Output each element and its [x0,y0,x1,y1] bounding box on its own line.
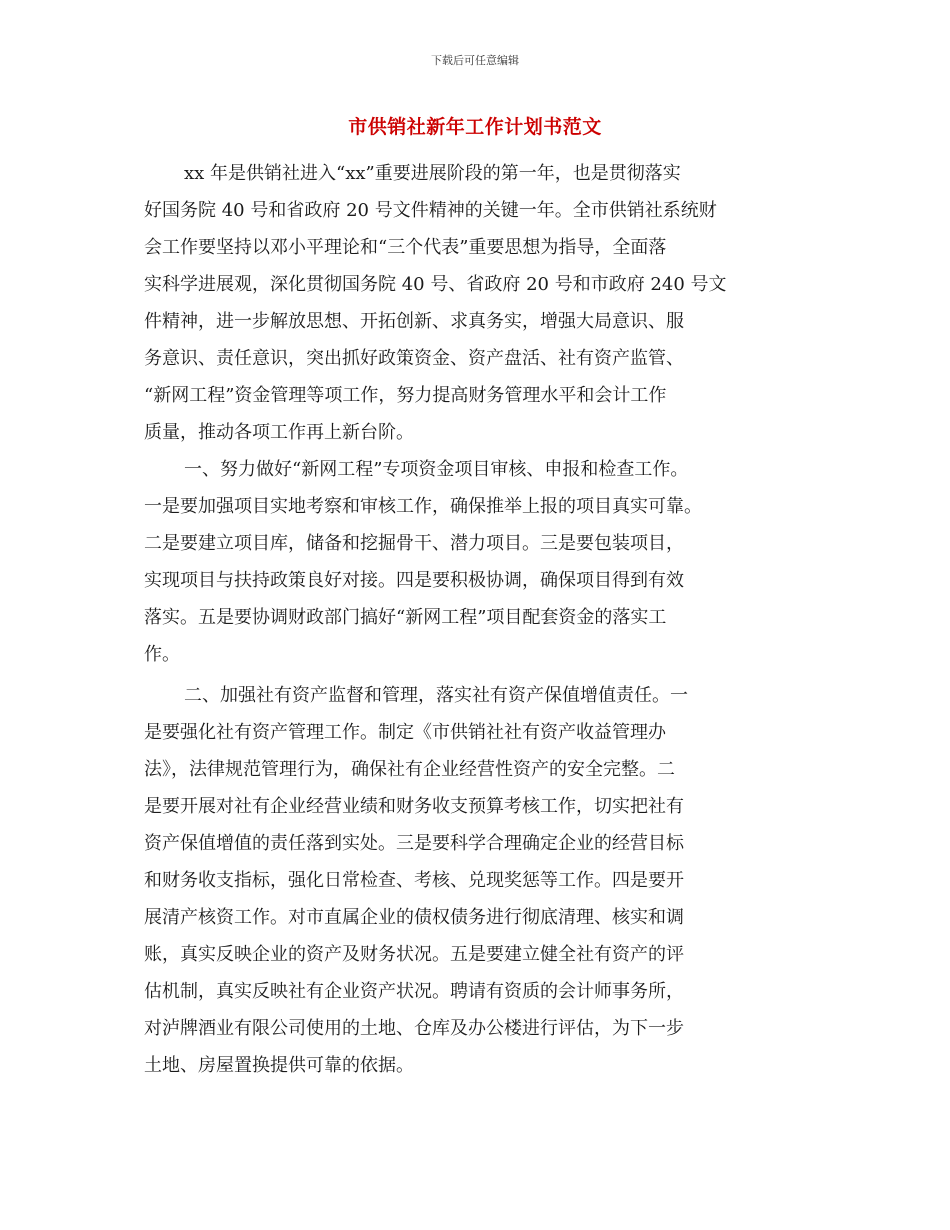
paragraph-line: “新网工程”资金管理等项工作，努力提高财务管理水平和会计工作 [144,385,667,406]
paragraph-line: 作。 [144,644,180,665]
paragraph-line: 实科学进展观，深化贯彻国务院 40 号、省政府 20 号和市政府 240 号文 [144,274,727,295]
paragraph-line: 一是要加强项目实地考察和审核工作，确保推举上报的项目真实可靠。 [144,496,702,517]
paragraph-line: 质量，推动各项工作再上新台阶。 [144,422,414,443]
paragraph-line: 展清产核资工作。对市直属企业的债权债务进行彻底清理、核实和调 [144,907,684,928]
paragraph-line: 对泸牌酒业有限公司使用的土地、仓库及办公楼进行评估，为下一步 [144,1018,684,1039]
paragraph-line: 和财务收支指标，强化日常检查、考核、兑现奖惩等工作。四是要开 [144,870,684,891]
paragraph-intro [144,155,808,451]
paragraph-line: 落实。五是要协调财政部门搞好“新网工程”项目配套资金的落实工 [144,607,667,628]
paragraph-section-one [144,451,808,673]
document-title: 市供销社新年工作计划书范文 [348,116,602,138]
paragraph-line: 土地、房屋置换提供可靠的依据。 [144,1055,414,1076]
paragraph-line: 二、加强社有资产监督和管理，落实社有资产保值增值责任。一 [184,685,688,706]
paragraph-line: 会工作要坚持以邓小平理论和“三个代表”重要思想为指导，全面落 [144,237,667,258]
paragraph-line: 一、努力做好“新网工程”专项资金项目审核、申报和检查工作。 [184,459,689,480]
paragraph-line: 务意识、责任意识，突出抓好政策资金、资产盘活、社有资产监管、 [144,348,684,369]
paragraph-line: 资产保值增值的责任落到实处。三是要科学合理确定企业的经营目标 [144,833,684,854]
paragraph-line: 是要强化社有资产管理工作。制定《市供销社社有资产收益管理办 [144,722,666,743]
paragraph-section-two [144,677,808,1084]
paragraph-line: 估机制，真实反映社有企业资产状况。聘请有资质的会计师事务所， [144,981,684,1002]
paragraph-line: 二是要建立项目库，储备和挖掘骨干、潜力项目。三是要包装项目， [144,533,684,554]
paragraph-line: 好国务院 40 号和省政府 20 号文件精神的关键一年。全市供销社系统财 [144,200,717,221]
paragraph-line: 实现项目与扶持政策良好对接。四是要积极协调，确保项目得到有效 [144,570,684,591]
paragraph-line: 账，真实反映企业的资产及财务状况。五是要建立健全社有资产的评 [144,944,684,965]
header-note: 下载后可任意编辑 [431,54,519,67]
paragraph-line: 是要开展对社有企业经营业绩和财务收支预算考核工作，切实把社有 [144,796,684,817]
paragraph-line: 法》，法律规范管理行为，确保社有企业经营性资产的安全完整。二 [144,759,675,780]
paragraph-line: xx 年是供销社进入“xx”重要进展阶段的第一年，也是贯彻落实 [184,163,681,184]
paragraph-line: 件精神，进一步解放思想、开拓创新、求真务实，增强大局意识、服 [144,311,684,332]
